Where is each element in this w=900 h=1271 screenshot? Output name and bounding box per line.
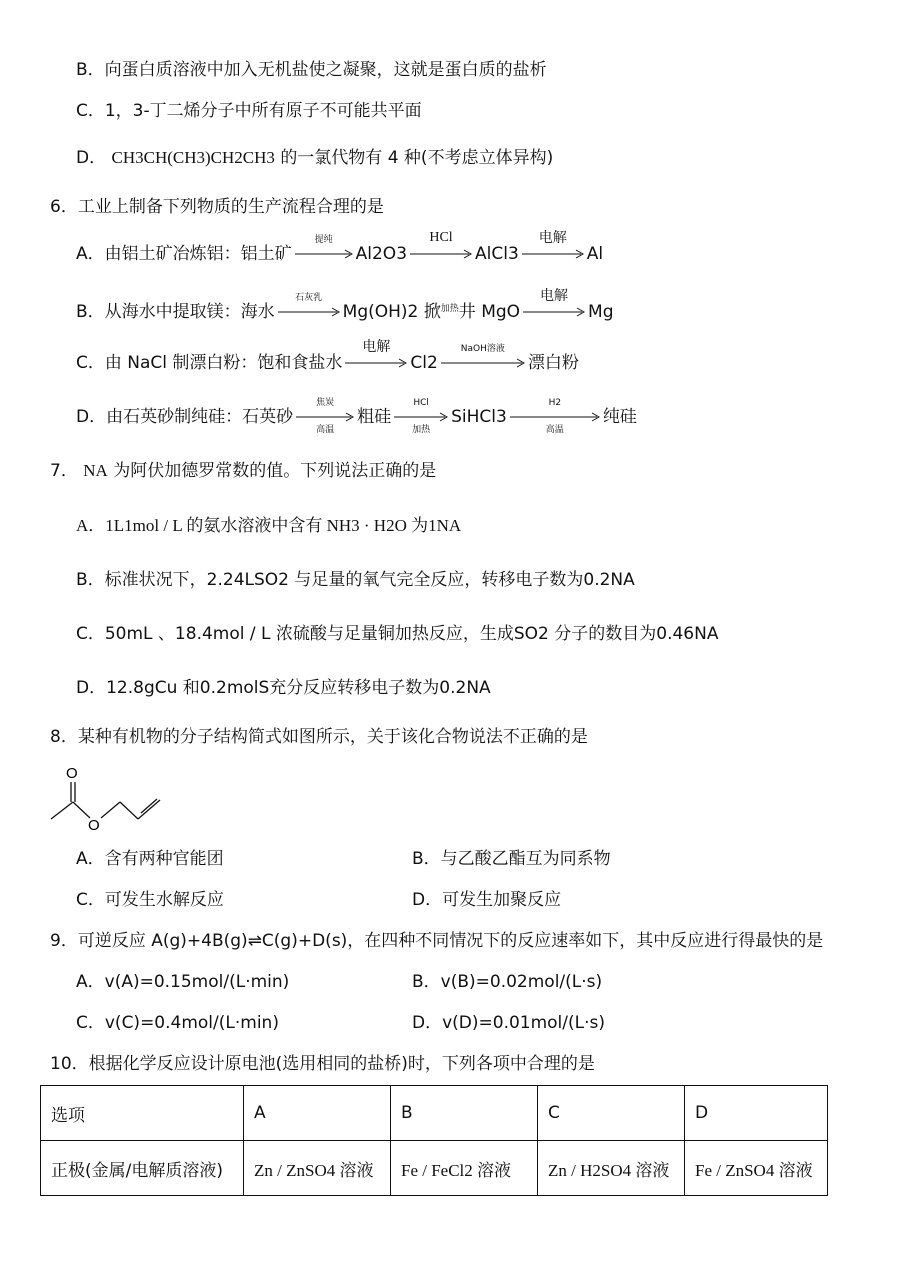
q7-option-c: C．50mL 、18.4mol / L 浓硫酸与足量铜加热反应，生成SO2 分子的数目为0.46NA [76, 624, 719, 644]
table-header-cell: D [685, 1086, 828, 1141]
q6-b-mid-sup: 加热 [440, 304, 459, 314]
q7-stem-number: 7． [50, 461, 78, 481]
q7-option-a: A．1L1mol / L 的氨水溶液中含有 NH3 · H2O 为1NA [76, 516, 462, 535]
q6-option-a [76, 230, 604, 266]
q5-option-c: C．1，3-丁二烯分子中所有原子不可能共平面 [76, 101, 422, 121]
q6-d-arrow-1-top: 焦炭 [316, 398, 335, 408]
q6-d-arrow-3-bottom: 高温 [545, 425, 564, 435]
q7-stem-text: 为阿伏加德罗常数的值。下列说法正确的是 [113, 461, 437, 481]
q6-a-arrow-3-label: 电解 [538, 230, 567, 246]
q7-option-d: D．12.8gCu 和0.2molS充分反应转移电子数为0.2NA [76, 678, 491, 698]
q5-option-d-formula: CH3CH(CH3)CH2CH3 [111, 148, 275, 167]
table-header-cell: C [538, 1086, 685, 1141]
q5-option-d-text: 的一氯代物有 4 种(不考虑立体异构) [280, 148, 554, 168]
table-header-cell: B [391, 1086, 538, 1141]
q6-d-arrow-2-top: HCl [413, 398, 429, 408]
q8-option-b: B．与乙酸乙酯互为同系物 [412, 849, 611, 869]
q10-table [40, 1085, 828, 1196]
q6-d-arrow-1 [296, 398, 354, 435]
q6-c-product-1: Cl2 [410, 353, 438, 373]
q6-a-arrow-2-label: HCl [429, 230, 453, 245]
q8-option-c: C．可发生水解反应 [76, 890, 224, 910]
q9-stem: 9．可逆反应 A(g)+4B(g)⇌C(g)+D(s)，在四种不同情况下的反应速率如下，其中反应进行得最快的是 [50, 931, 824, 951]
q8-option-d: D．可发生加聚反应 [412, 890, 562, 910]
q6-a-arrow-3 [522, 230, 584, 259]
q5-option-d-label: D． [76, 148, 107, 168]
q8-stem: 8．某种有机物的分子结构简式如图所示，关于该化合物说法不正确的是 [50, 727, 588, 747]
q6-d-arrow-3-top: H2 [548, 398, 562, 408]
q6-d-product-1: 粗硅 [357, 407, 392, 427]
q9-option-d: D．v(D)=0.01mol/(L·s) [412, 1013, 606, 1033]
q6-b-arrow-3 [523, 288, 585, 317]
q6-b-mid-glyph-2: 井 [458, 302, 476, 322]
q8-option-a: A．含有两种官能团 [76, 849, 224, 869]
q9-option-c: C．v(C)=0.4mol/(L·min) [76, 1013, 279, 1033]
table-header-row [41, 1086, 828, 1141]
table-cell: Zn / ZnSO4 溶液 [244, 1141, 391, 1196]
q6-a-arrow-1 [295, 235, 353, 259]
q6-option-c [76, 339, 579, 375]
q6-d-product-2: SiHCl3 [451, 407, 507, 427]
q6-b-product-1: Mg(OH)2 [342, 302, 419, 322]
q6-a-arrow-1-label: 提纯 [314, 235, 333, 245]
table-cell: 正极(金属/电解质溶液) [41, 1141, 244, 1196]
q7-stem-na: NA [83, 461, 108, 480]
q6-d-arrow-3 [510, 398, 600, 435]
q6-option-d [76, 398, 637, 435]
q6-b-mid-glyph: 掀 [423, 302, 441, 322]
q8-carbonyl-oxygen: O [66, 765, 78, 782]
q6-a-arrow-2 [410, 230, 472, 259]
q6-b-product-2: MgO [481, 302, 521, 322]
table-row [41, 1141, 828, 1196]
q6-option-b [76, 288, 614, 324]
q10-stem: 10．根据化学反应设计原电池(选用相同的盐桥)时，下列各项中合理的是 [50, 1054, 595, 1074]
q6-b-arrow-3-label: 电解 [540, 288, 569, 304]
table-cell: Fe / FeCl2 溶液 [391, 1141, 538, 1196]
q5-option-b: B．向蛋白质溶液中加入无机盐使之凝聚，这就是蛋白质的盐析 [76, 60, 547, 80]
q6-a-product-2: AlCl3 [475, 244, 519, 264]
q6-c-arrow-2-label: NaOH溶液 [460, 344, 505, 354]
table-cell: Zn / H2SO4 溶液 [538, 1141, 685, 1196]
q6-c-label: C．由 NaCl 制漂白粉：饱和食盐水 [76, 353, 343, 373]
q6-d-arrow-1-bottom: 高温 [316, 425, 335, 435]
q6-a-label: A．由铝土矿冶炼铝：铝土矿 [76, 244, 292, 264]
table-header-cell: 选项 [41, 1086, 244, 1141]
q6-c-arrow-1 [345, 339, 407, 368]
q6-b-arrow-1 [278, 293, 340, 317]
q6-c-arrow-2 [441, 344, 525, 368]
q6-d-arrow-2-bottom: 加热 [412, 425, 431, 435]
q6-stem: 6．工业上制备下列物质的生产流程合理的是 [50, 197, 384, 217]
q9-option-a: A．v(A)=0.15mol/(L·min) [76, 972, 290, 992]
table-header-cell: A [244, 1086, 391, 1141]
q5-option-d [76, 146, 553, 170]
q6-a-product-3: Al [586, 244, 604, 264]
q8-ester-oxygen: O [88, 817, 100, 834]
q6-d-arrow-2 [394, 398, 448, 435]
q6-d-label: D．由石英砂制纯硅：石英砂 [76, 407, 294, 427]
q6-b-arrow-1-label: 石灰乳 [295, 293, 323, 303]
q6-c-arrow-1-label: 电解 [362, 339, 391, 355]
q6-a-product-1: Al2O3 [355, 244, 408, 264]
q6-d-product-3: 纯硅 [602, 407, 637, 427]
q7-stem [50, 459, 436, 483]
q6-b-product-3: Mg [588, 302, 614, 322]
q7-option-b: B．标准状况下，2.24LSO2 与足量的氧气完全反应，转移电子数为0.2NA [76, 570, 635, 590]
q6-b-label: B．从海水中提取镁：海水 [76, 302, 275, 322]
q9-option-b: B．v(B)=0.02mol/(L·s) [412, 972, 603, 992]
q6-c-product-2: 漂白粉 [527, 353, 579, 373]
q8-structure-diagram [44, 762, 174, 834]
table-cell: Fe / ZnSO4 溶液 [685, 1141, 828, 1196]
